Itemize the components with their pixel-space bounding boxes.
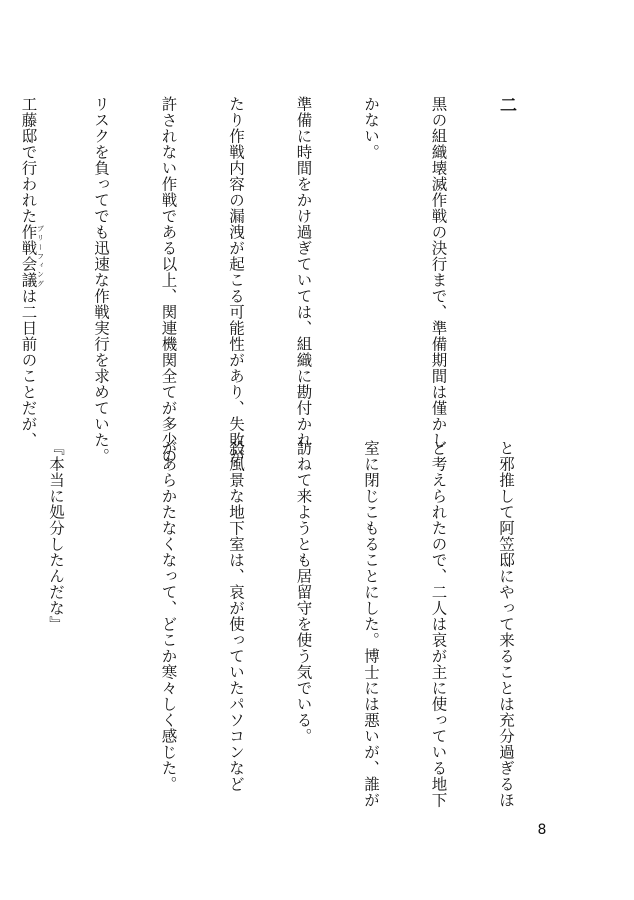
text-column: 室に閉じこもることにした。博士には悪いが、誰が <box>362 440 380 808</box>
upper-text-block <box>0 96 562 464</box>
text-column: 訪ねて来ようとも居留守を使う気でいる。 <box>294 440 313 744</box>
text-column: 『本当に処分したんだな』 <box>47 440 65 632</box>
page-number: 8 <box>537 822 547 838</box>
ruby-annotation: 作戦会議 ブリーフィング <box>19 224 45 288</box>
text-column: ど考えられたので、二人は哀が主に使っている地下 <box>429 440 448 808</box>
text-column: かない。 <box>362 96 380 160</box>
text-column: 許されない作戦である以上、関連機関全てが多少の <box>159 96 178 464</box>
ruby-text: ブリーフィング <box>36 224 45 288</box>
lower-text-block <box>0 440 562 808</box>
text-column: と邪推して阿笠邸にやって来ることは充分過ぎるほ <box>497 440 515 808</box>
section-heading: 二 <box>496 96 516 115</box>
text-column: があらかたなくなって、どこか寒々しく感じた。 <box>159 440 178 792</box>
text-column: 工藤邸で行われた作戦会議 ブリーフィングは二日前のことだが、 <box>19 96 45 448</box>
text-column: リスクを負ってでも迅速な作戦実行を求めていた。 <box>92 96 110 464</box>
text-column: 準備に時間をかけ過ぎていては、組織に勘付かれ <box>294 96 313 448</box>
text-column: たり作戦内容の漏洩が起こる可能性があり、失敗が <box>227 96 245 464</box>
text-column: 殺風景な地下室は、哀が使っていたパソコンなど <box>227 440 245 792</box>
text-column: 黒の組織壊滅作戦の決行まで、準備期間は僅かし <box>429 96 448 448</box>
